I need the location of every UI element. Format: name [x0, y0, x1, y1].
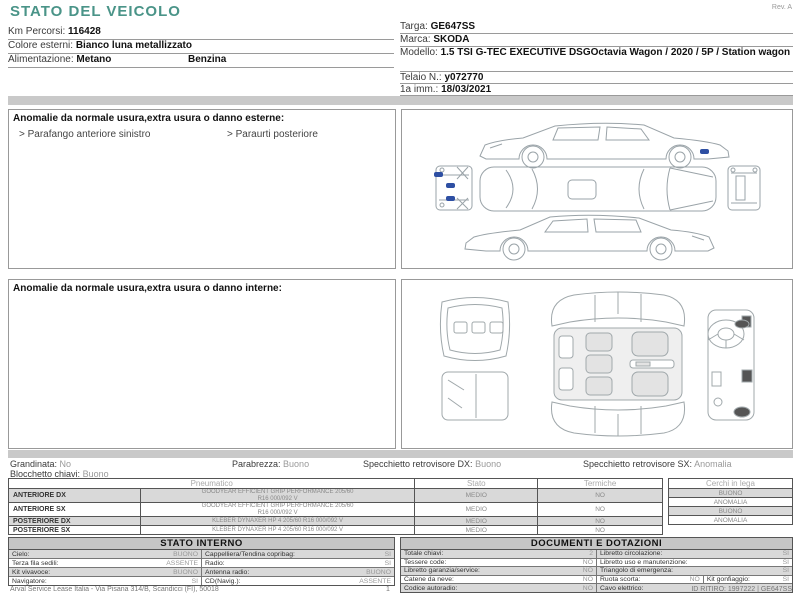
external-anomaly-item-1: > Parafango anteriore sinistro	[19, 129, 151, 140]
imm-value: 18/03/2021	[441, 84, 492, 95]
field-label: Terza fila sedili:	[12, 559, 59, 567]
tire-position: POSTERIORE DX	[9, 517, 141, 526]
documents-table	[400, 537, 793, 593]
tire-termiche: NO	[538, 503, 663, 517]
telaio-label: Telaio N.:	[400, 72, 442, 83]
telaio-value: y072770	[444, 72, 484, 83]
tire-stato: MEDIO	[415, 517, 538, 526]
alloy-table-header: Cerchi in lega	[669, 479, 793, 489]
alloy-status: ANOMALIA	[669, 516, 793, 525]
grandinata-value: No	[59, 459, 72, 469]
tire-name	[141, 517, 416, 526]
field-value: SI	[782, 550, 789, 558]
field-label: Antenna radio:	[205, 568, 250, 576]
parabrezza-label: Parabrezza:	[232, 459, 281, 469]
tire-name-text: KLEBER DYNAXER HP 4 205/60 R16 000/092 V	[212, 526, 344, 533]
field-label: Radio:	[205, 559, 225, 567]
fuel-value-1: Metano	[76, 54, 112, 65]
field-value: NO	[689, 576, 700, 584]
blocchetto-label: Blocchetto chiavi:	[10, 469, 81, 479]
tire-name	[141, 526, 416, 535]
tire-stato: MEDIO	[415, 526, 538, 535]
cabin-view	[551, 292, 684, 436]
km-label: Km Percorsi:	[8, 26, 66, 37]
blocchetto-value: Buono	[82, 469, 109, 479]
external-anomaly-item-2: > Paraurti posteriore	[227, 129, 318, 140]
table-row	[401, 567, 792, 576]
field-value: BUONO	[366, 568, 391, 576]
field-label: Kit gonfiaggio:	[706, 576, 750, 584]
tire-termiche: NO	[538, 517, 663, 526]
tire-table	[8, 478, 663, 535]
field-label: Kit vivavoce:	[12, 568, 51, 576]
specchietto-sx-label: Specchietto retrovisore SX:	[583, 459, 693, 469]
field-value: SI	[782, 558, 789, 566]
info-row-prima-imm	[400, 84, 793, 96]
field-value: 2	[589, 550, 593, 558]
rear-seat-view	[440, 298, 509, 361]
table-row	[401, 576, 792, 585]
specchietto-dx-label: Specchietto retrovisore DX:	[363, 459, 473, 469]
field-label: Ruota scorta:	[600, 576, 641, 584]
field-value: SI	[384, 550, 391, 558]
field-value: SI	[384, 559, 391, 567]
field-label: Libretto uso e manutenzione:	[600, 558, 688, 566]
status-grandinata	[10, 459, 71, 469]
alloy-wheels-table	[668, 478, 793, 525]
alloy-status: BUONO	[669, 507, 793, 516]
marca-value: SKODA	[433, 34, 470, 45]
plan-view	[480, 167, 716, 211]
field-label: Totale chiavi:	[404, 550, 444, 558]
field-value: BUONO	[173, 550, 198, 558]
external-anomalies-title: Anomalie da normale usura,extra usura o danno esterne:	[13, 113, 285, 124]
side-view-top	[480, 123, 729, 168]
tire-name-text: GOODYEAR EFFICIENT GRIP PERFORMANCE 205/60 R16 000/092 V	[201, 503, 354, 516]
footer-page-number: 1	[386, 586, 390, 593]
external-anomalies-box	[8, 109, 396, 269]
field-label: Codice autoradio:	[404, 584, 458, 592]
parabrezza-value: Buono	[283, 459, 310, 469]
tire-name	[141, 503, 416, 517]
interior-diagram-box	[401, 279, 793, 449]
tire-row	[9, 503, 663, 517]
front-view	[728, 166, 760, 210]
modello-value: 1.5 TSI G-TEC EXECUTIVE DSGOctavia Wagon / 2020 / 5P / Station wagon	[440, 47, 791, 58]
info-row-targa	[400, 21, 793, 34]
table-row	[401, 559, 792, 568]
status-specchietto-sx	[583, 459, 732, 469]
field-value: SI	[782, 576, 789, 584]
dashboard-view	[708, 310, 754, 420]
documents-title: DOCUMENTI E DOTAZIONI	[401, 538, 792, 550]
tire-name-text: GOODYEAR EFFICIENT GRIP PERFORMANCE 205/60 R16 000/092 V	[201, 489, 354, 502]
report-title: STATO DEL VEICOLO	[10, 3, 181, 20]
grandinata-label: Grandinata:	[10, 459, 58, 469]
tire-table-header-termiche: Termiche	[538, 479, 663, 489]
color-value: Bianco luna metallizzato	[75, 40, 192, 51]
tire-row	[9, 517, 663, 526]
field-label: Triangolo di emergenza:	[600, 567, 674, 575]
table-row	[9, 559, 394, 568]
section-divider-bar	[8, 96, 793, 105]
tire-name-text: KLEBER DYNAXER HP 4 205/60 R16 000/092 V	[212, 517, 344, 524]
field-value: SI	[782, 567, 789, 575]
field-value: ASSENTE	[166, 559, 198, 567]
interior-status-table	[8, 537, 395, 586]
info-row-telaio	[400, 72, 793, 84]
field-label: Cielo:	[12, 550, 30, 558]
field-label: Libretto garanzia/service:	[404, 567, 480, 575]
field-label: Cavo elettrico:	[600, 584, 644, 592]
info-row-km	[8, 26, 394, 40]
tire-termiche: NO	[538, 526, 663, 535]
field-value: NO	[582, 567, 593, 575]
field-label: Tessere code:	[404, 558, 447, 566]
field-value: NO	[582, 584, 593, 592]
tire-position: ANTERIORE DX	[9, 489, 141, 503]
side-view-bottom	[465, 215, 714, 260]
info-row-fuel	[8, 54, 394, 68]
info-row-marca	[400, 34, 793, 47]
table-row	[9, 550, 394, 559]
field-value: SI	[191, 577, 198, 585]
table-row	[9, 568, 394, 577]
trunk-view	[442, 372, 508, 420]
tire-table-header-stato: Stato	[415, 479, 538, 489]
tire-stato: MEDIO	[415, 503, 538, 517]
fuel-value-2: Benzina	[188, 54, 227, 65]
internal-anomalies-title: Anomalie da normale usura,extra usura o danno interne:	[13, 283, 282, 294]
info-row-color	[8, 40, 394, 54]
tire-position: ANTERIORE SX	[9, 503, 141, 517]
interior-car-diagram	[402, 280, 792, 448]
table-row	[401, 550, 792, 559]
alloy-status: ANOMALIA	[669, 498, 793, 507]
damage-marker-rear-bumper	[700, 149, 709, 154]
field-label: Navigatore:	[12, 577, 47, 585]
fuel-label: Alimentazione:	[8, 54, 74, 65]
field-value: NO	[582, 558, 593, 566]
tire-termiche: NO	[538, 489, 663, 503]
modello-label: Modello:	[400, 47, 438, 58]
field-value: BUONO	[173, 568, 198, 576]
revision-label: Rev. A	[771, 4, 792, 11]
status-parabrezza	[232, 459, 309, 469]
tire-row	[9, 489, 663, 503]
specchietto-dx-value: Buono	[475, 459, 502, 469]
interior-status-title: STATO INTERNO	[9, 538, 394, 550]
field-label: Libretto circolazione:	[600, 550, 663, 558]
footer-company: Arval Service Lease Italia - Via Pisana 314/B, Scandicci (FI), 50018	[10, 586, 219, 593]
marca-label: Marca:	[400, 34, 431, 45]
tire-stato: MEDIO	[415, 489, 538, 503]
targa-label: Targa:	[400, 21, 428, 32]
internal-anomalies-box	[8, 279, 396, 449]
table-row	[9, 577, 394, 585]
footer-pickup-id: ID RITIRO: 1997222 | GE647SS	[691, 586, 792, 593]
field-label: CD(Navig.):	[205, 577, 241, 585]
status-specchietto-dx	[363, 459, 501, 469]
tire-row	[9, 526, 663, 535]
exterior-diagram-box	[401, 109, 793, 269]
damage-marker-left-3	[446, 196, 455, 201]
field-label: Cappelliera/Tendina copribag:	[205, 550, 295, 558]
field-value: NO	[582, 576, 593, 584]
info-row-modello	[400, 47, 793, 72]
field-label: Catene da neve:	[404, 576, 454, 584]
tire-position: POSTERIORE SX	[9, 526, 141, 535]
tire-table-header-pneumatico: Pneumatico	[9, 479, 415, 489]
exterior-car-diagram	[402, 110, 792, 268]
tire-name	[141, 489, 416, 503]
field-value: ASSENTE	[359, 577, 391, 585]
color-label: Colore esterni:	[8, 40, 74, 51]
targa-value: GE647SS	[430, 21, 476, 32]
section-divider-bar-2	[8, 450, 793, 458]
imm-label: 1a imm.:	[400, 84, 439, 95]
alloy-status: BUONO	[669, 489, 793, 498]
specchietto-sx-value: Anomalia	[694, 459, 732, 469]
km-value: 116428	[68, 26, 101, 37]
damage-marker-left-2	[446, 183, 455, 188]
damage-marker-left-1	[434, 172, 443, 177]
